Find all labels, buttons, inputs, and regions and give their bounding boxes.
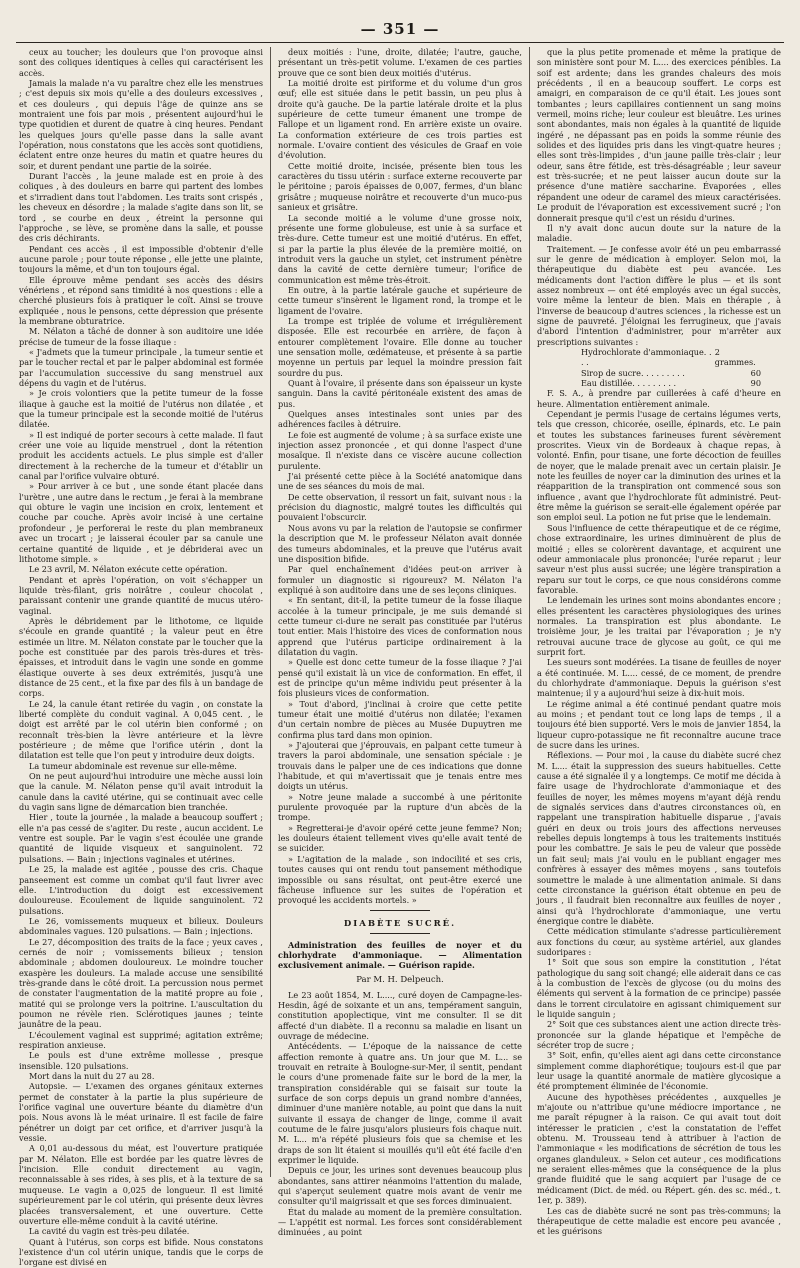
- paragraph: Le 27, décomposition des traits de la face ; yeux caves , cernés de noir ; vomissements bilieux ; tension abdominale ; abdomen douloureux. Le moindre toucher exaspère les douleurs. La malade accuse une sensibilité très-grande dans le côté droit. La percussion nous permet de constater l'augmentation de la matité propre au foie , matité qui se prolonge vers la poitrine. L'auscultation du poumon ne révèle rien. Sclérotiques jaunes ; teinte jaunâtre de la peau.: [19, 936, 263, 1030]
- column-middle: [270, 47, 529, 1238]
- paragraph: Aucune des hypothèses précédentes , auxquelles je m'ajoute ou n'attribue qu'une médiocre importance , ne me paraît répugner à la raison. Ce qui avait tout doit intéresser le praticien , c'est la constatation de l'effet obtenu. M. Trousseau tend à attribuer à l'action de l'ammoniaque « les modifications de sécrétion de tous les organes glanduleux. » Selon cet auteur , ces modifications ne seraient elles-mêmes que la conséquence de la plus grande fluidité que le sang acquiert par l'usage de ce médicament (Dict. de méd. ou Répert. gén. des sc. méd., t. 1er, p. 389).: [537, 1091, 781, 1206]
- paragraph: Le pouls est d'une extrême mollesse , presque insensible. 120 pulsations.: [19, 1050, 263, 1071]
- prescription-formula: [537, 347, 781, 388]
- column-right-top: [537, 47, 781, 347]
- paragraph: » Tout d'abord, j'inclinai à croire que cette petite tumeur était une moitié d'utérus non dilatée; l'examen d'un certain nombre de pièces au Musée Dupuytren me confirma plus tard dans mon opinion.: [278, 698, 522, 740]
- formula-quantity: 60: [750, 367, 761, 378]
- paragraph: Hier , toute la journée , la malade a beaucoup souffert ; elle n'a pas cessé de s'agiter. Du reste , aucun accident. Le ventre est souple. Par le vagin s'est écoulée une grande quantité de liquide visqueux et sanguinolent. 72 pulsations. — Bain ; injections vaginales et utérines.: [19, 812, 263, 864]
- paragraph: ceux au toucher; les douleurs que l'on provoque ainsi sont des coliques identiques à celles qui caractérisent les accès.: [19, 47, 263, 78]
- paragraph: Cette médication stimulante s'adresse particulièrement aux fonctions du cœur, au système artériel, aux glandes sudoripares :: [537, 926, 781, 957]
- formula-row: [581, 368, 761, 378]
- columns: [12, 47, 788, 1268]
- formula-quantity: 90: [750, 378, 761, 388]
- formula-ingredient: Hydrochlorate d'ammoniaque. . . .: [581, 346, 712, 368]
- paragraph: Depuis ce jour, les urines sont devenues beaucoup plus abondantes, sans attirer néanmoins l'attention du malade, qui s'aperçut seulement quatre mois avant de venir me consulter qu'il maigrissait et que ses forces diminuaient.: [278, 1165, 522, 1207]
- paragraph: » Notre jeune malade a succombé à une péritonite purulente provoquée par la rupture d'un abcès de la trompe.: [278, 791, 522, 823]
- paragraph: » Je crois volontiers que la petite tumeur de la fosse iliaque à gauche est la moitié de l'utérus non dilatée , et que la tumeur principale est la seconde moitié de l'utérus dilatée.: [19, 388, 263, 430]
- paragraph: « En sentant, dit-il, la petite tumeur de la fosse iliaque accolée à la tumeur principale, je me suis demandé si cette tumeur ci-dure ne serait pas constituée par l'utérus tout entier. Mais l'histoire des vices de conformation nous apprend que l'utérus participe ordinairement à la dilatation du vagin.: [278, 595, 522, 657]
- paragraph: 2° Soit que ces substances aient une action directe très-prononcée sur la glande hépatique et l'empêche de sécréter trop de sucre ;: [537, 1019, 781, 1050]
- formula-row: [581, 347, 761, 368]
- paragraph: Pendant ces accès , il est impossible d'obtenir d'elle aucune parole ; pour toute réponse , elle jette une plainte, toujours la même, et d'un ton toujours égal.: [19, 243, 263, 275]
- paragraph: J'ai présenté cette pièce à la Société anatomique dans une de ses séances du mois de mai.: [278, 471, 522, 492]
- paragraph: En outre, à la partie latérale gauche et supérieure de cette tumeur s'insèrent le ligament rond, la trompe et le ligament de l'ovaire.: [278, 284, 522, 316]
- formula-ingredient: Sirop de sucre. . . . . . . . .: [581, 367, 685, 378]
- paragraph: État du malade au moment de la première consultation. — L'appétit est normal. Les forces sont considérablement diminuées , au point: [278, 1206, 522, 1238]
- paragraph: Pendant et après l'opération, on voit s'échapper un liquide très-filant, gris noirâtre , couleur chocolat , paraissant contenir une grande quantité de mucus utéro-vaginal.: [19, 574, 263, 616]
- section-author: Par M. H. Delpeuch.: [356, 974, 444, 985]
- paragraph: » L'agitation de la malade , son indocilité et ses cris, toutes causes qui ont rendu tout pansement méthodique impossible ou sans résultat, ont peut-être exercé une fâcheuse influence sur les suites de l'opération et provoqué les accidents mortels. »: [278, 853, 522, 906]
- section-subtitle: Administration des feuilles de noyer et du chlorhydrate d'ammoniaque. — Alimentation exclusivement animale. — Guérison rapide.: [278, 939, 522, 971]
- paragraph: M. Nélaton a tâché de donner à son auditoire une idée précise de tumeur de la fosse iliaque :: [19, 326, 263, 347]
- paragraph: L'écoulement vaginal est supprimé; agitation extrême; respiration anxieuse.: [19, 1029, 263, 1050]
- paragraph: Elle éprouve même pendant ses accès des désirs vénériens , et répond sans timidité à nos questions : elle a cherché plusieurs fois à pratiquer le coït. Ainsi se trouve expliquée , nous le pensons, cette dépression que présente la membrane obturatrice.: [19, 274, 263, 326]
- column-right: [529, 47, 788, 1237]
- paragraph: F. S. A., à prendre par cuillerées à café d'heure en heure. Alimentation entièrement animale.: [537, 388, 781, 409]
- paragraph: Le 26, vomissements muqueux et bilieux. Douleurs abdominales vagues. 120 pulsations. — Bain ; injections.: [19, 915, 263, 937]
- column-middle-bottom: [278, 990, 522, 1238]
- paragraph: deux moitiés : l'une, droite, dilatée; l'autre, gauche, présentant un très-petit volume. L'examen de ces parties prouve que ce sont bien deux moitiés d'utérus.: [278, 47, 522, 78]
- paragraph: Le 23 août 1854, M. L...., curé doyen de Campagne-les-Hesdin, âgé de soixante et un ans, tempérament sanguin, constitution apoplectique, vint me consulter. Il se dit affecté d'un diabète. Il a reconnu sa maladie en lisant un ouvrage de médecine.: [278, 989, 522, 1041]
- paragraph: A 0,01 au-dessous du méat, est l'ouverture pratiquée par M. Nélaton. Elle est bordée par les quatre lèvres de l'incision. Elle conduit directement au vagin, reconnaissable à ses rides, à ses plis, et à la texture de sa muqueuse. Le vagin a 0,025 de longueur. Il est limité supérieurement par le col utérin, qui présente deux lèvres placées transversalement, et une ouverture. Cette ouverture elle-même conduit à la cavité utérine.: [19, 1143, 263, 1226]
- paragraph: Quelques anses intestinales sont unies par des adhérences faciles à détruire.: [278, 409, 522, 430]
- paragraph: Antécédents. — L'époque de la naissance de cette affection remonte à quatre ans. Un jour que M. L... se trouvait en retraite à Boulogne-sur-Mer, il sentit, pendant le cours d'une promenade faite sur le bord de la mer, la transpiration considérable qui se faisait sur toute la surface de son corps depuis un grand nombre d'années, diminuer d'une manière notable, au point que dans la nuit suivante il essaya de changer de linge, comme il avait coutume de le faire jusqu'alors plusieurs fois chaque nuit. M. L... m'a répété plusieurs fois que sa chemise et les draps de son lit étaient si mouillés qu'il eût été facile d'en exprimer le liquide.: [278, 1041, 522, 1166]
- paragraph: 1° Soit que sous son empire la constitution , l'état pathologique du sang soit changé; elle aiderait dans ce cas à la combustion de l'excès de glycose (ou du moins des éléments qui servent à la formation de ce principe) passée dans le torrent circulatoire en agissant chimiquement sur le liquide sanguin ;: [537, 957, 781, 1019]
- formula-row: [581, 378, 761, 388]
- paragraph: Le lendemain les urines sont moins abondantes encore ; elles présentent les caractères physiologiques des urines normales. La transpiration est plus abondante. Le troisième jour, je les traitai par l'évaporation ; je n'y retrouvai aucune trace de glycose au goût, ce qui me surprit fort.: [537, 595, 781, 657]
- paragraph: Le 23 avril, M. Nélaton exécute cette opération.: [29, 564, 228, 575]
- column-left: [12, 47, 270, 1268]
- paragraph: Après le débridement par le lithotome, ce liquide s'écoule en grande quantité ; la valeur peut en être estimée un litre. M. Nélaton constate par le toucher que la poche est constituée par des parois très-dures et très-épaisses, et introduit dans le vagin une sonde en gomme élastique ouverte à ses deux extrémités, jusqu'à une distance de 25 cent., et la fixe par des fils à un bandage de corps.: [19, 615, 263, 699]
- paragraph: » Pour arriver à ce but , une sonde étant placée dans l'urètre , une autre dans le rectum , je ferai à la membrane qui obture le vagin une incision en croix, lentement et couche par couche. Après avoir incisé à une certaine profondeur , je perforerai le reste du plan membraneux avec un trocart ; je laisserai écouler par sa canule une certaine quantité de liquide , et je débriderai avec un lithotome simple. »: [19, 481, 263, 564]
- paragraph: Sous l'influence de cette thérapeutique et de ce régime, chose extraordinaire, les urines diminuèrent de plus de moitié ; elles se colorèrent davantage, et acquirent une odeur ammoniacale plus prononcée; l'urée reparut ; leur saveur n'est plus aussi sucrée; une légère transpiration a reparu sur tout le corps, ce que nous considérons comme favorable.: [537, 522, 781, 595]
- paragraph: Mort dans la nuit du 27 au 28.: [29, 1071, 155, 1082]
- paragraph: Traitement. — Je confesse avoir été un peu embarrassé sur le genre de médication à employer. Selon moi, la thérapeutique du diabète est peu avancée. Les médicaments dont l'action diffère le plus — et ils sont assez nombreux — ont été employés avec un égal succès, voire même la lenteur de bien. Mais en thérapie , à l'inverse de beaucoup d'autres sciences , la richesse est un signe de pauvreté. J'éloignai les ferrugineux, que j'avais d'abord l'intention d'administrer, pour m'arrêter aux prescriptions suivantes :: [537, 243, 781, 347]
- paragraph: Nous avons vu par la relation de l'autopsie se confirmer la description que M. le professeur Nélaton avait donnée des tumeurs abdominales, et la preuve que l'utérus avait une disposition bifide.: [278, 522, 522, 564]
- paragraph: que la plus petite promenade et même la pratique de son ministère sont pour M. L.... des exercices pénibles. La soif est ardente; dans les grandes chaleurs des mois précédents , il en a beaucoup souffert. Le corps est amaigri, en comparaison de ce qu'il était. Les joues sont tombantes ; leurs capillaires contiennent un sang moins vermeil, moins riche; leur couleur est bleuâtre. Les urines sont abondantes, mais non égales à la quantité de liquide ingéré , ne dépassant pas en poids la somme réunie des solides et des liquides pris dans les vingt-quatre heures ; elles sont très-limpides , d'un jaune paille très-clair ; leur odeur, sans être fétide, est très-désagréable ; leur saveur est très-sucrée; et ne peut laisser aucun doute sur la présence d'une matière saccharine. Évaporées , elles répandent une odeur de caramel des mieux caractérisées. Le produit de l'évaporation est excessivement sucré ; l'on donnerait presque qu'il c'est un résidu d'urines.: [537, 47, 781, 223]
- paragraph: 3° Soit, enfin, qu'elles aient agi dans cette circonstance simplement comme diaphorétique; toujours est-il que par leur usage la quantité anormale de matière glycosique a été promptement éliminée de l'économie.: [537, 1050, 781, 1092]
- paragraph: Durant l'accès , la jeune malade est en proie à des coliques , à des douleurs en barre qui partent des lombes et s'irradient dans tout l'abdomen. Les traits sont crispés , les cheveux en désordre ; la malade s'agite dans son lit, se tord , se courbe en deux , étreint la personne qui l'approche , se lève, se promène dans la salle, et pousse des cris déchirants.: [19, 171, 263, 244]
- paragraph: » Regretterai-je d'avoir opéré cette jeune femme? Non; les douleurs étaient tellement vives qu'elle avait tenté de se suicider.: [278, 822, 522, 854]
- paragraph: La moitié droite est piriforme et du volume d'un gros œuf; elle est située dans le petit bassin, un peu plus à droite qu'à gauche. De la partie latérale droite et la plus supérieure de cette tumeur émanent une trompe de Fallope et un ligament rond. En arrière existe un ovaire. La conformation extérieure de ces trois parties est normale. L'ovaire contient des vésicules de Graaf en voie d'évolution.: [278, 78, 522, 161]
- paragraph: Les cas de diabète sucré ne sont pas très-communs; la thérapeutique de cette maladie est encore peu avancée , et les guérisons: [537, 1205, 781, 1237]
- paragraph: Il n'y avait donc aucun doute sur la nature de la maladie.: [537, 222, 781, 244]
- paragraph: Le foie est augmenté de volume ; à sa surface existe une injection assez prononcée , et qui donne l'aspect d'une mosaïque. Il n'existe dans ce viscère aucune collection purulente.: [278, 429, 522, 471]
- page-number: — 351 —: [360, 20, 440, 38]
- paragraph: » Quelle est donc cette tumeur de la fosse iliaque ? J'ai pensé qu'il existait là un vice de conformation. En effet, il est de principe qu'un même individu peut présenter à la fois plusieurs vices de conformation.: [278, 657, 522, 699]
- paragraph: La tumeur abdominale est revenue sur elle-même.: [29, 760, 237, 771]
- paragraph: Le 25, la malade est agitée , pousse des cris. Chaque panseement est comme un combat qu'il faut livrer avec elle. L'introduction du doigt est excessivement douloureuse. Écoulement de liquide sanguinolent. 72 pulsations.: [19, 864, 263, 916]
- paragraph: Par quel enchaînement d'idées peut-on arriver à formuler un diagnostic si rigoureux? M. Nélaton l'a expliqué à son auditoire dans une de ses leçons cliniques.: [278, 564, 522, 595]
- paragraph: De cette observation, il ressort un fait, suivant nous : la précision du diagnostic, malgré toutes les difficultés qui pouvaient l'obscurcir.: [278, 491, 522, 523]
- section-divider: [370, 910, 430, 911]
- paragraph: Quant à l'ovaire, il présente dans son épaisseur un kyste sanguin. Dans la cavité péritonéale existent des amas de pus.: [278, 378, 522, 409]
- paragraph: On ne peut aujourd'hui introduire une mèche aussi loin que la canule. M. Nélaton pense qu'il avait introduit la canule dans la cavité utérine, qui se continuait avec celle du vagin sans ligne de démarcation bien tranchée.: [19, 771, 263, 813]
- paragraph: « J'admets que la tumeur principale , la tumeur sentie et par le toucher rectal et par le palper abdominal est formée par l'accumulation successive du sang menstruel aux dépens du vagin et de l'utérus.: [19, 346, 263, 388]
- paragraph: Les sueurs sont modérées. La tisane de feuilles de noyer a été continuée. M. L.... cessé, de ce moment, de prendre du chlorhydrate d'ammoniaque. Depuis la guérison s'est maintenue; il y a aujourd'hui seize à dix-huit mois.: [537, 657, 781, 699]
- paragraph: La cavité du vagin est très-peu dilatée.: [29, 1226, 190, 1237]
- column-right-bottom: [537, 388, 781, 1236]
- paragraph: Quant à l'utérus, son corps est bifide. Nous constatons l'existence d'un col utérin unique, tandis que le corps de l'organe est divisé en: [19, 1236, 263, 1268]
- paragraph: La trompe est triplée de volume et irrégulièrement disposée. Elle est recourbée en arrière, de façon à entourer complètement l'ovaire. Elle donne au toucher une sensation molle, œdémateuse, et présente à sa partie moyenne un pertuis par lequel la moindre pression fait sourdre du pus.: [278, 315, 522, 378]
- paragraph: Cependant je permis l'usage de certains légumes verts, tels que cresson, chicorée, oseille, épinards, etc. Le pain et toutes les substances farineuses furent sévèrement proscrites. Vieux vin de Bordeaux à chaque repas, à volonté. Enfin, pour tisane, une forte décoction de feuilles de noyer, que le malade prenait avec un certain plaisir. Je note les feuilles de noyer car la diminution des urines et la réapparition de la transpiration ont commencé sous son influence , avant que l'hydrochlorate fût administré. Peut-être même la guérison se serait-elle également opérée par son emploi seul. La potion ne fut prise que le lendemain.: [537, 409, 781, 523]
- formula-quantity: 2 grammes.: [714, 346, 756, 368]
- paragraph: Le régime animal a été continué pendant quatre mois au moins ; et pendant tout ce long laps de temps , il a toujours été bien supporté. Vers le mois de janvier 1854, la liqueur cupro-potassique ne fit reconnaître aucune trace de sucre dans les urines.: [537, 698, 781, 751]
- paragraph: Le 24, la canule étant retirée du vagin , on constate la liberté complète du conduit vaginal. A 0,045 cent. , le doigt est arrêté par le col utérin bien conformé ; on reconnaît très-bien la lèvre antérieure et la lèvre postérieure ; de même que l'orifice utérin , dont la dilatation est telle que l'on peut y introduire deux doigts.: [19, 698, 263, 761]
- column-middle-top: [278, 47, 522, 906]
- paragraph: Jamais la malade n'a vu paraître chez elle les menstrues ; c'est depuis six mois qu'elle a des douleurs excessives , et ces douleurs , qui depuis l'âge de quinze ans se montraient une fois par mois , présentent aujourd'hui le type quotidien et durent de quatre à cinq heures. Pendant les quelques jours qu'elle passe dans la salle avant l'opération, nous constatons que les accès sont quotidiens, éclatent entre onze heures du matin et quatre heures du soir, et durent pendant une partie de la soirée.: [19, 78, 263, 171]
- section-title: DIABÈTE SUCRÉ.: [343, 918, 457, 929]
- formula-ingredient: Eau distillée. . . . . . . . .: [581, 378, 677, 388]
- paragraph: » Il est indiqué de porter secours à cette malade. Il faut créer une voie au liquide menstruel , dont la rétention produit les accidents actuels. Le plus simple est d'aller directement à la recherche de la tumeur et d'établir un canal par l'orifice vulvaire obturé.: [19, 429, 263, 482]
- paragraph: » J'ajouterai que j'éprouvais, en palpant cette tumeur à travers la paroi abdominale, une sensation spéciale : je trouvais dans le palper une de ces indications que donne l'habitude, et qui m'avertissait que je tenais entre mes doigts un utérus.: [278, 740, 522, 792]
- page-header: [16, 20, 784, 43]
- paragraph: Autopsie. — L'examen des organes génitaux externes permet de constater à la partie la plus supérieure de l'orifice vaginal une ouverture béante du diamètre d'un pois. Nous avons là le méat urinaire. Il est facile de faire pénétrer un doigt par cet orifice, et d'arriver jusqu'à la vessie.: [19, 1081, 263, 1144]
- paragraph: Cette moitié droite, incisée, présente bien tous les caractères du tissu utérin : surface externe recouverte par le péritoine ; parois épaisses de 0,007, fermes, d'un blanc grisâtre ; muqueuse noirâtre et recouverte d'un muco-pus sanieux et grisâtre.: [278, 160, 522, 213]
- paragraph: La seconde moitié a le volume d'une grosse noix, présente une forme globuleuse, est unie à sa surface et très-dure. Cette tumeur est une moitié d'utérus. En effet, si par la partie la plus élevée de la première moitié, on introduit vers la gauche un stylet, cet instrument pénètre dans la cavité de cette dernière tumeur; l'orifice de communication est même très-étroit.: [278, 212, 522, 285]
- paragraph: Réflexions. — Pour moi , la cause du diabète sucré chez M. L.... était la suppression des sueurs habituelles. Cette cause a été signalée il y a longtemps. Ce motif me décida à faire usage de l'hydrochlorate d'ammoniaque et des feuilles de noyer, les mêmes moyens m'ayant déjà rendu de signalés services dans d'autres circonstances où, en rappelant une transpiration habituelle disparue , j'avais guéri en deux ou trois jours des affections nerveuses rebelles depuis longtemps à tous les traitements institués pour les combattre. Je sais le peu de valeur que possède un fait seul; mais j'ai voulu en le publiant engager mes confrères à essayer des mêmes moyens , sans toutefois soumettre le malade à une alimentation animale. Si dans cette circonstance la guérison était obtenue en peu de jours , il faudrait bien reconnaître aux feuilles de noyer , ainsi qu'à l'hydrochlorate d'ammoniaque, une vertu énergique contre le diabète.: [537, 750, 781, 926]
- section-divider: [370, 933, 430, 934]
